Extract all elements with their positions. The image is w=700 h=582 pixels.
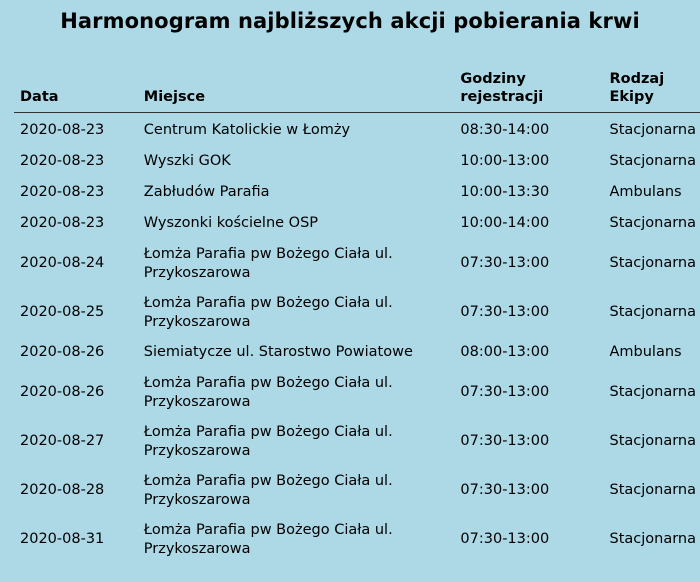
cell-date: 2020-08-26 <box>20 344 105 360</box>
header-row <box>14 64 700 113</box>
cell-date: 2020-08-23 <box>20 184 105 200</box>
table-row <box>14 417 700 466</box>
header-type-line2: Ekipy <box>609 89 654 105</box>
cell-date: 2020-08-25 <box>20 304 105 320</box>
table-row <box>14 113 700 147</box>
cell-date: 2020-08-28 <box>20 482 105 498</box>
cell-place: Łomża Parafia pw Bożego Ciała ul. Przykoszarowa <box>143 374 393 410</box>
cell-type: Stacjonarna <box>609 255 696 271</box>
cell-type: Stacjonarna <box>609 433 696 449</box>
table-row <box>14 515 700 564</box>
table-header <box>14 64 700 113</box>
header-hours-line1: Godziny <box>460 71 526 87</box>
cell-date: 2020-08-23 <box>20 122 105 138</box>
header-date: Data <box>14 64 138 113</box>
table-row <box>14 337 700 368</box>
cell-type: Stacjonarna <box>609 384 696 400</box>
table-row <box>14 177 700 208</box>
cell-place: Wyszki GOK <box>143 153 231 169</box>
header-hours <box>454 64 603 113</box>
cell-hours: 10:00-14:00 <box>460 215 550 231</box>
cell-type: Stacjonarna <box>609 531 696 547</box>
header-hours-line2: rejestracji <box>460 89 544 105</box>
cell-place: Łomża Parafia pw Bożego Ciała ul. Przykoszarowa <box>143 423 393 459</box>
table-row <box>14 146 700 177</box>
cell-type: Stacjonarna <box>609 153 696 169</box>
cell-hours: 07:30-13:00 <box>460 433 550 449</box>
cell-hours: 08:00-13:00 <box>460 344 550 360</box>
cell-date: 2020-08-26 <box>20 384 105 400</box>
cell-hours: 10:00-13:00 <box>460 153 550 169</box>
cell-type: Stacjonarna <box>609 122 696 138</box>
cell-hours: 07:30-13:00 <box>460 304 550 320</box>
cell-hours: 08:30-14:00 <box>460 122 550 138</box>
cell-place: Łomża Parafia pw Bożego Ciała ul. Przykoszarowa <box>143 245 393 281</box>
cell-place: Zabłudów Parafia <box>143 184 270 200</box>
cell-type: Stacjonarna <box>609 482 696 498</box>
cell-hours: 07:30-13:00 <box>460 255 550 271</box>
cell-hours: 07:30-13:00 <box>460 531 550 547</box>
page-title: Harmonogram najbliższych akcji pobierania krwi <box>60 9 640 33</box>
header-type-line1: Rodzaj <box>609 71 665 87</box>
table-row <box>14 239 700 288</box>
cell-place: Wyszonki kościelne OSP <box>143 215 319 231</box>
header-place: Miejsce <box>138 64 455 113</box>
cell-date: 2020-08-27 <box>20 433 105 449</box>
cell-date: 2020-08-24 <box>20 255 105 271</box>
table-row <box>14 288 700 337</box>
cell-type: Stacjonarna <box>609 215 696 231</box>
cell-place: Łomża Parafia pw Bożego Ciała ul. Przykoszarowa <box>143 294 393 330</box>
table-row <box>14 208 700 239</box>
table-row <box>14 466 700 515</box>
cell-hours: 10:00-13:30 <box>460 184 550 200</box>
cell-place: Łomża Parafia pw Bożego Ciała ul. Przykoszarowa <box>143 472 393 508</box>
cell-hours: 07:30-13:00 <box>460 384 550 400</box>
table-body <box>14 113 700 565</box>
cell-date: 2020-08-31 <box>20 531 105 547</box>
blood-drive-schedule-table <box>14 64 700 564</box>
cell-type: Ambulans <box>609 184 682 200</box>
table-row <box>14 368 700 417</box>
cell-type: Ambulans <box>609 344 682 360</box>
cell-hours: 07:30-13:00 <box>460 482 550 498</box>
cell-place: Centrum Katolickie w Łomży <box>143 122 351 138</box>
cell-place: Łomża Parafia pw Bożego Ciała ul. Przykoszarowa <box>143 521 393 557</box>
cell-date: 2020-08-23 <box>20 215 105 231</box>
header-type <box>603 64 700 113</box>
cell-type: Stacjonarna <box>609 304 696 320</box>
cell-date: 2020-08-23 <box>20 153 105 169</box>
cell-place: Siemiatycze ul. Starostwo Powiatowe <box>143 344 413 360</box>
